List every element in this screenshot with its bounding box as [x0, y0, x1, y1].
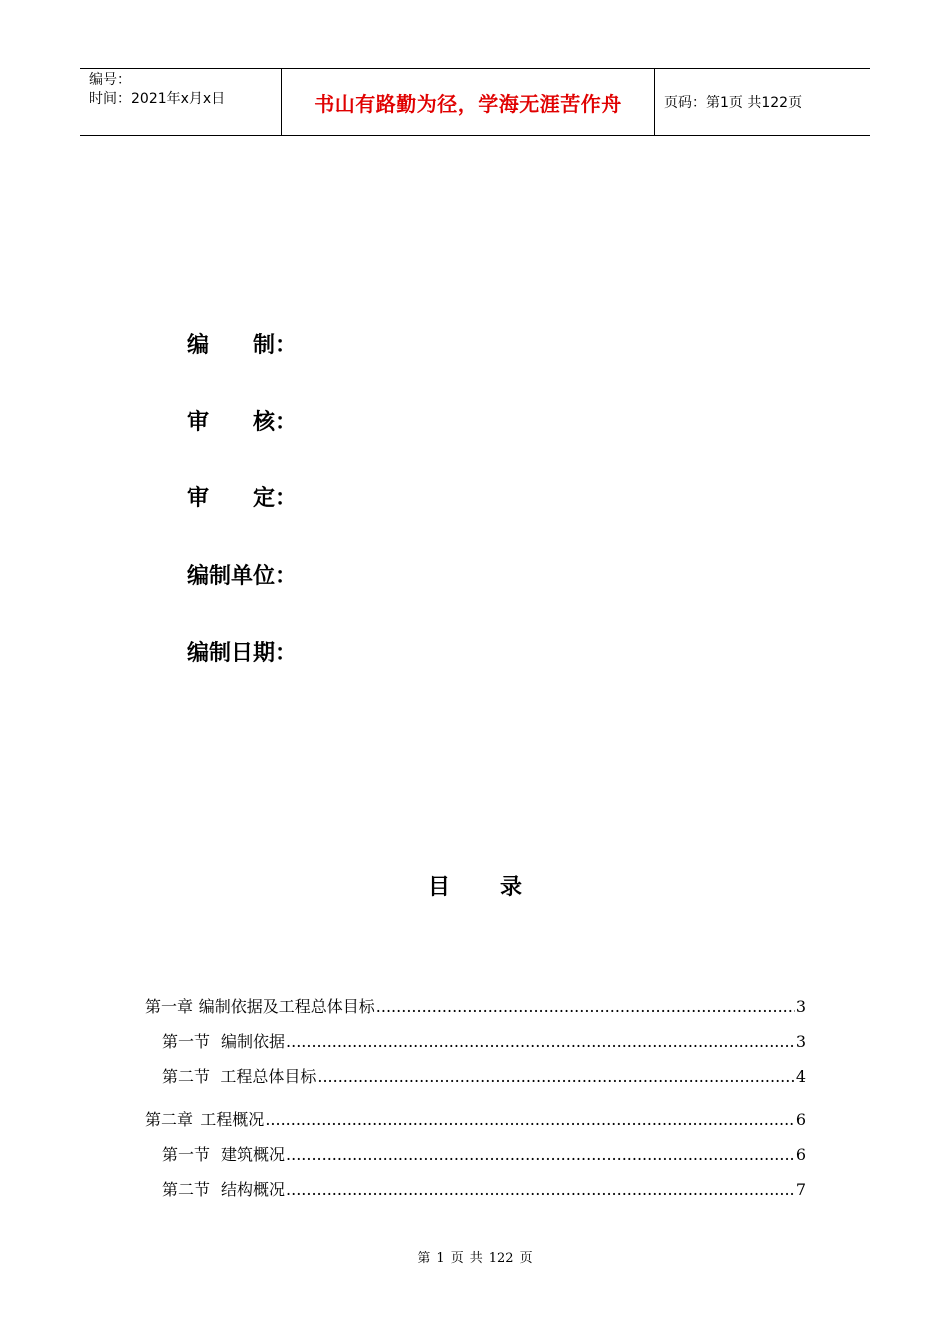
- toc-entry-label: 第二节: [162, 1067, 211, 1086]
- toc-entry-chapter[interactable]: [145, 1109, 806, 1131]
- footer-total-pages: 122: [488, 1251, 514, 1266]
- toc-entry-label: 第二章: [145, 1110, 194, 1129]
- toc-leader-dots: [286, 1144, 795, 1166]
- toc-entry-label: 第一节: [162, 1032, 211, 1051]
- toc-entry-label: 第一章: [145, 997, 194, 1016]
- toc-title-char2: 录: [500, 875, 523, 900]
- header-page-cell: [655, 69, 870, 135]
- footer-prefix: 第: [417, 1251, 431, 1266]
- footer-suffix: 页: [519, 1251, 533, 1266]
- page-footer: [0, 1247, 950, 1266]
- toc-entry-title: 编制依据: [221, 1032, 286, 1051]
- field-approve-char1: 审: [187, 486, 210, 511]
- toc-entry-page: 4: [795, 1067, 806, 1086]
- header-motto-cell: [281, 69, 655, 135]
- document-time-label: 时间：2021年x月x日: [89, 91, 226, 107]
- toc-entry-title: 编制依据及工程总体目标: [198, 997, 375, 1016]
- field-review: [187, 405, 297, 436]
- toc-title-char1: 目: [427, 875, 450, 900]
- toc-entry-page: 6: [795, 1110, 806, 1129]
- document-header: [80, 68, 870, 136]
- toc-entry-section[interactable]: [162, 1031, 806, 1053]
- toc-leader-dots: [286, 1031, 795, 1053]
- field-unit: 编制单位：: [187, 564, 298, 589]
- document-number-label: 编号：: [89, 72, 131, 88]
- toc-entry-title: 工程概况: [200, 1110, 265, 1129]
- toc-entry-page: 3: [795, 997, 806, 1016]
- header-page-info: 页码：第1页 共122页: [664, 95, 803, 111]
- toc-entry-page: 6: [795, 1145, 806, 1164]
- toc-entry-section[interactable]: [162, 1179, 806, 1201]
- toc-leader-dots: [317, 1066, 794, 1088]
- header-motto: 书山有路勤为径，学海无涯苦作舟: [314, 91, 622, 116]
- toc-title: [0, 870, 950, 901]
- field-approve-char2: 定：: [253, 486, 298, 511]
- toc-entry-title: 工程总体目标: [220, 1067, 317, 1086]
- toc-entry-chapter[interactable]: [145, 996, 806, 1018]
- header-meta-cell: [80, 69, 281, 135]
- toc-leader-dots: [376, 996, 795, 1018]
- toc-entry-page: 3: [795, 1032, 806, 1051]
- toc-entry-section[interactable]: [162, 1066, 806, 1088]
- field-review-char1: 审: [187, 410, 210, 435]
- toc-entry-page: 7: [795, 1180, 806, 1199]
- footer-total-word: 共: [469, 1251, 483, 1266]
- toc-entry-title: 结构概况: [221, 1180, 286, 1199]
- toc-entry-label: 第一节: [162, 1145, 211, 1164]
- field-date: 编制日期：: [187, 641, 298, 666]
- toc-leader-dots: [286, 1179, 795, 1201]
- field-compiler-char2: 制：: [253, 333, 298, 358]
- field-compiler: [187, 328, 297, 359]
- footer-page-word: 页: [450, 1251, 464, 1266]
- toc-entry-title: 建筑概况: [221, 1145, 286, 1164]
- field-review-char2: 核：: [253, 410, 298, 435]
- footer-current-page: 1: [436, 1251, 445, 1266]
- toc-entry-section[interactable]: [162, 1144, 806, 1166]
- field-compiler-char1: 编: [187, 333, 210, 358]
- toc-leader-dots: [265, 1109, 795, 1131]
- toc-entry-label: 第二节: [162, 1180, 211, 1199]
- field-approve: [187, 481, 297, 512]
